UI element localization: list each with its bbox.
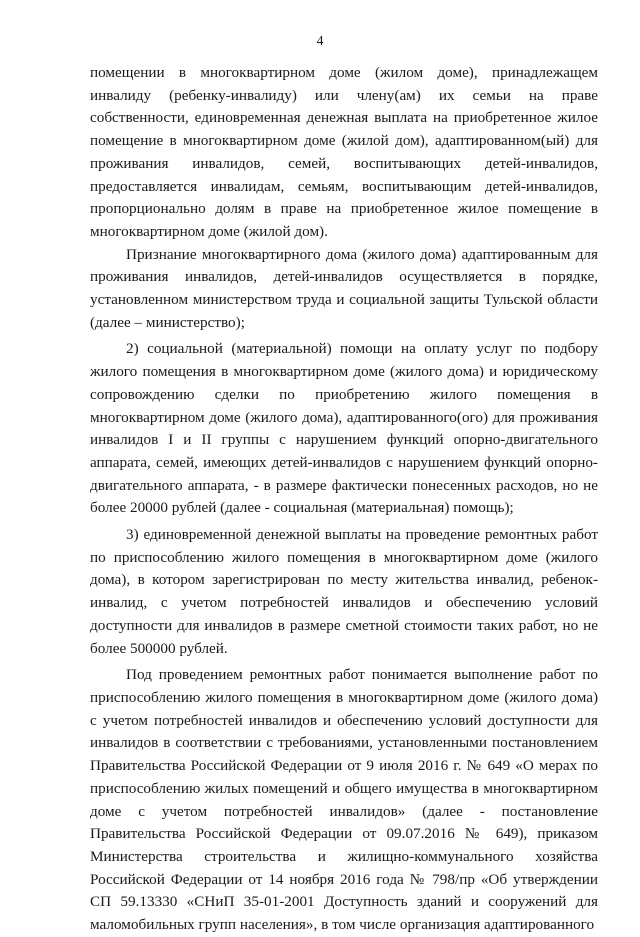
paragraph: Под проведением ремонтных работ понимается выполнение работ по приспособлению жилого помещения в многоквартирном доме (жилого дома) с учетом потребностей инвалидов и обеспечению условий доступности для инвалидов в соответствии с требованиями, установленными постановлением Правительства Российской Федерации от 9 июля 2016 г. № 649 «О мерах по приспособлению жилых помещений и общего имущества в многоквартирном доме с учетом потребностей инвалидов» (далее - постановление Правительства Российской Федерации от 09.07.2016 № 649), приказом Министерства строительства и жилищно-коммунального хозяйства Российской Федерации от 14 ноября 2016 года № 798/пр «Об утверждении СП 59.13330 «СНиП 35-01-2001 Доступность зданий и сооружений для маломобильных групп населения», в том числе организация адаптированного	[90, 666, 598, 934]
paragraph: 3) единовременной денежной выплаты на проведение ремонтных работ по приспособлению жилого помещения в многоквартирном доме (жилого дома), в котором зарегистрирован по месту жительства инвалид, ребенок-инвалид, с учетом потребностей инвалидов и обеспечению условий доступности для инвалидов в размере сметной стоимости таких работ, но не более 500000 рублей.	[90, 526, 598, 657]
document-body	[90, 62, 598, 937]
paragraph: 2) социальной (материальной) помощи на оплату услуг по подбору жилого помещения в многоквартирном доме (жилого дома) и юридическому сопровождению сделки по приобретению жилого помещения в многоквартирном доме (жилого дома), адаптированного(ого) для проживания инвалидов I и II группы с нарушением функций опорно-двигательного аппарата, семей, имеющих детей-инвалидов с нарушением функций опорно-двигательного аппарата, - в размере фактически понесенных расходов, но не более 20000 рублей (далее - социальная (материальная) помощь);	[90, 340, 598, 517]
page-number: 4	[316, 34, 324, 49]
paragraph: Признание многоквартирного дома (жилого дома) адаптированным для проживания инвалидов, детей-инвалидов осуществляется в порядке, установленном министерством труда и социальной защиты Тульской области (далее – министерство);	[90, 245, 598, 331]
paragraph: помещении в многоквартирном доме (жилом доме), принадлежащем инвалиду (ребенку-инвалиду) или члену(ам) их семьи на праве собственности, единовременная денежная выплата на приобретенное жилое помещение в многоквартирном доме (жилой дом), адаптированном(ый) для проживания инвалидов, семей, воспитывающих детей-инвалидов, предоставляется инвалидам, семьям, воспитывающим детей-инвалидов, пропорционально долям в праве на приобретенное жилое помещение в многоквартирном доме (жилой дом).	[90, 64, 598, 240]
